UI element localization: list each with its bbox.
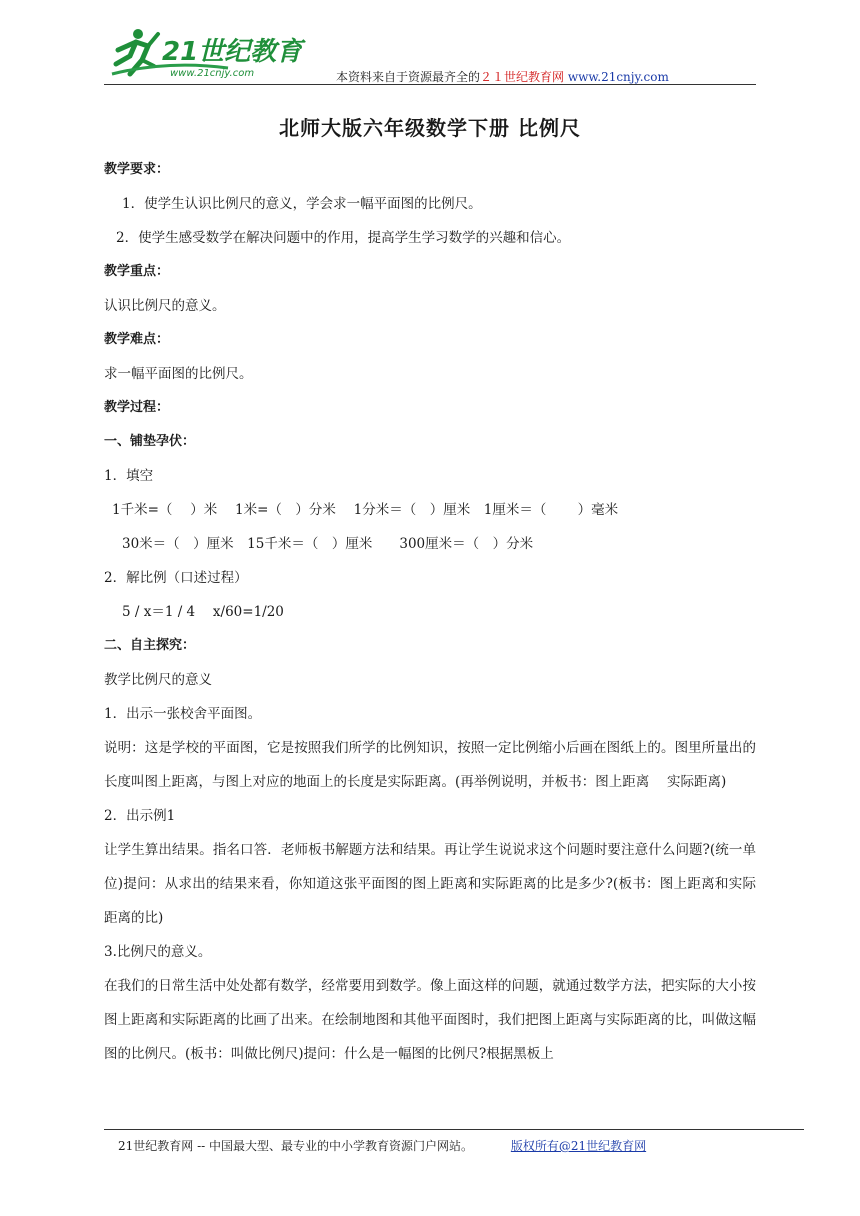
header-divider — [104, 84, 756, 85]
text-line: 1．使学生认识比例尺的意义，学会求一幅平面图的比例尺。 — [122, 196, 482, 212]
text-line: 让学生算出结果。指名口答．老师板书解题方法和结果。再让学生说说求这个问题时要注意什么问题?(统一单位)提问：从求出的结果来看，你知道这张平面图的图上距离和实际距离的比是多少?(板书：图上距离和实际距离的比) — [104, 842, 756, 926]
text-line: 1千米=（ ）米 1米=（ ）分米 1分米＝（ ）厘米 1厘米＝（ ）毫米 — [112, 502, 619, 518]
text-line: 教学比例尺的意义 — [104, 672, 212, 688]
header-note-prefix: 本资料来自于资源最齐全的 — [336, 70, 481, 84]
text-line: 在我们的日常生活中处处都有数学，经常要用到数学。像上面这样的问题，就通过数学方法，把实际的大小按图上距离和实际距离的比画了出来。在绘制地图和其他平面图时，我们把图上距离与实际距离的比，叫做这幅图的比例尺。(板书：叫做比例尺)提问：什么是一幅图的比例尺?根据黑板上 — [104, 978, 756, 1062]
text-line: 1．出示一张校舍平面图。 — [104, 706, 262, 722]
text-line: 3.比例尺的意义。 — [104, 944, 212, 960]
page-footer — [118, 1137, 646, 1154]
svg-text:21世纪教育: 21世纪教育 — [162, 37, 303, 67]
section-heading: 教学要求： — [104, 162, 170, 177]
document-title: 北师大版六年级数学下册 比例尺 — [279, 116, 581, 140]
text-line: 30米＝（ ）厘米 15千米＝（ ）厘米 300厘米＝（ ）分米 — [122, 536, 534, 552]
footer-text: 21世纪教育网 -- 中国最大型、最专业的中小学教育资源门户网站。 — [118, 1139, 474, 1153]
section-heading: 二、自主探究： — [104, 638, 196, 653]
text-line: 2．使学生感受数学在解决问题中的作用，提高学生学习数学的兴趣和信心。 — [116, 230, 571, 246]
text-line: 5 / x＝1 / 4 x/60=1/20 — [122, 604, 284, 620]
text-line: 1．填空 — [104, 468, 154, 484]
footer-copyright-link[interactable]: 版权所有@21世纪教育网 — [510, 1139, 647, 1153]
text-line: 2．解比例（口述过程） — [104, 570, 248, 586]
document-body — [104, 112, 756, 1071]
text-line: 说明：这是学校的平面图，它是按照我们所学的比例知识，按照一定比例缩小后画在图纸上的。图里所量出的长度叫图上距离，与图上对应的地面上的长度是实际距离。(再举例说明，并板书：图上距离 实际距离) — [104, 740, 756, 790]
section-heading: 教学过程： — [104, 400, 170, 415]
header-site-url[interactable]: www.21cnjy.com — [567, 70, 669, 84]
section-heading: 教学难点： — [104, 332, 170, 347]
section-heading: 教学重点： — [104, 264, 170, 279]
header-site-name[interactable]: ２１世纪教育网 — [480, 70, 565, 84]
text-line: 认识比例尺的意义。 — [104, 298, 226, 314]
document-lines — [104, 153, 756, 1071]
page-header — [104, 20, 756, 86]
site-logo[interactable] — [108, 20, 308, 84]
text-line: 2．出示例1 — [104, 808, 176, 824]
section-heading: 一、铺垫孕伏： — [104, 434, 196, 449]
logo-graphic — [108, 20, 308, 84]
text-line: 求一幅平面图的比例尺。 — [104, 366, 253, 382]
svg-text:www.21cnjy.com: www.21cnjy.com — [170, 68, 255, 79]
header-source-note — [336, 68, 669, 85]
footer-divider — [104, 1129, 804, 1130]
